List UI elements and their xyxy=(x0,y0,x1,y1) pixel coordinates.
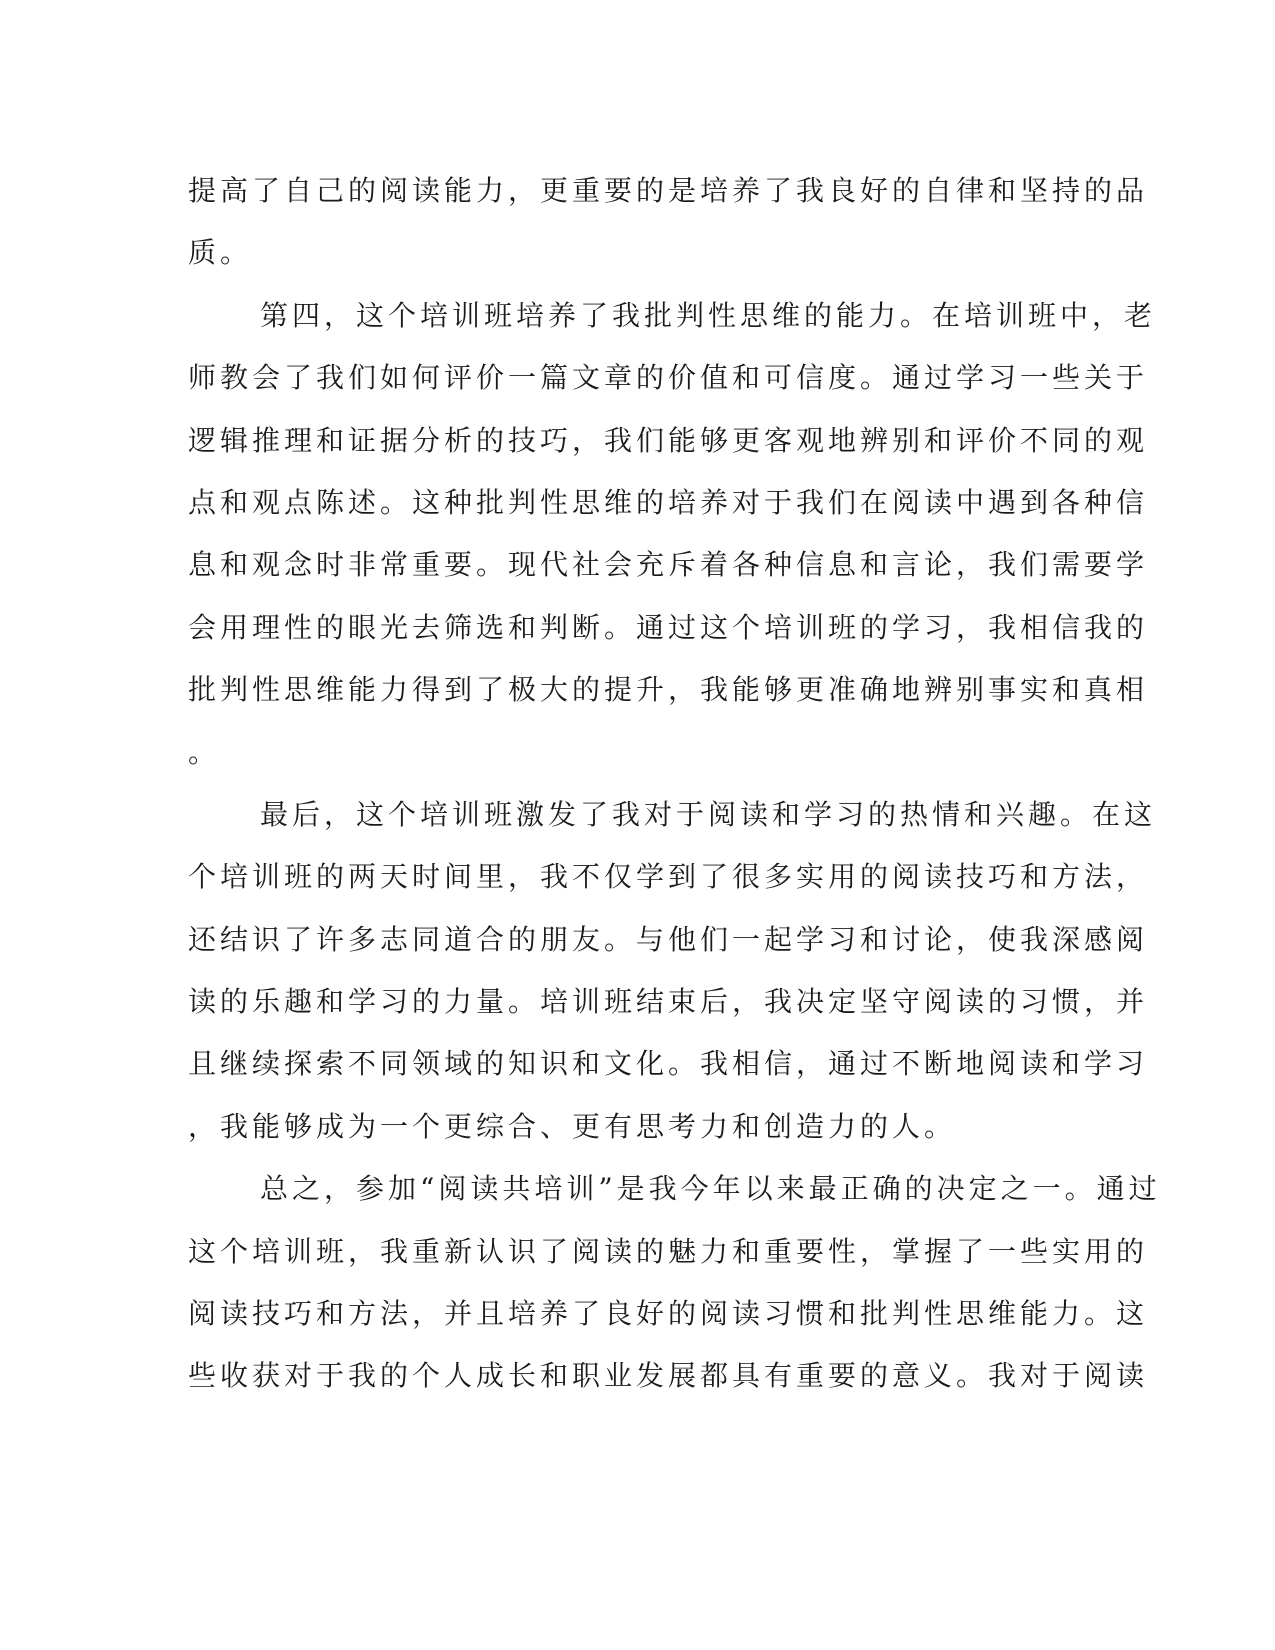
text-line: ，我能够成为一个更综合、更有思考力和创造力的人。 xyxy=(188,1109,957,1143)
text-line: 阅读技巧和方法，并且培养了良好的阅读习惯和批判性思维能力。这 xyxy=(188,1297,1149,1331)
text-line: 这个培训班，我重新认识了阅读的魅力和重要性，掌握了一些实用的 xyxy=(188,1234,1149,1268)
text-line: 息和观念时非常重要。现代社会充斥着各种信息和言论，我们需要学 xyxy=(188,548,1149,582)
text-line: 会用理性的眼光去筛选和判断。通过这个培训班的学习，我相信我的 xyxy=(188,610,1149,644)
text-line: 批判性思维能力得到了极大的提升，我能够更准确地辨别事实和真相 xyxy=(188,673,1149,707)
text-line: 还结识了许多志同道合的朋友。与他们一起学习和讨论，使我深感阅 xyxy=(188,922,1149,956)
text-line: 质。 xyxy=(188,236,253,270)
body-text xyxy=(188,160,1161,1408)
text-line: 提高了自己的阅读能力，更重要的是培养了我良好的自律和坚持的品 xyxy=(188,174,1149,207)
text-line: 点和观点陈述。这种批判性思维的培养对于我们在阅读中遇到各种信 xyxy=(188,485,1149,519)
text-line: 第四，这个培训班培养了我批判性思维的能力。在培训班中，老 xyxy=(260,298,1157,332)
text-line: 且继续探索不同领域的知识和文化。我相信，通过不断地阅读和学习 xyxy=(188,1047,1149,1081)
text-line: 总之，参加“阅读共培训”是我今年以来最正确的决定之一。通过 xyxy=(260,1172,1161,1206)
text-line: 逻辑推理和证据分析的技巧，我们能够更客观地辨别和评价不同的观 xyxy=(188,423,1149,457)
text-line: 师教会了我们如何评价一篇文章的价值和可信度。通过学习一些关于 xyxy=(188,361,1149,395)
text-line: 个培训班的两天时间里，我不仅学到了很多实用的阅读技巧和方法， xyxy=(188,860,1149,894)
text-line: 些收获对于我的个人成长和职业发展都具有重要的意义。我对于阅读 xyxy=(188,1359,1149,1393)
text-line: 读的乐趣和学习的力量。培训班结束后，我决定坚守阅读的习惯，并 xyxy=(188,985,1149,1019)
text-line: 最后，这个培训班激发了我对于阅读和学习的热情和兴趣。在这 xyxy=(260,797,1157,831)
text-line: 。 xyxy=(188,735,221,769)
